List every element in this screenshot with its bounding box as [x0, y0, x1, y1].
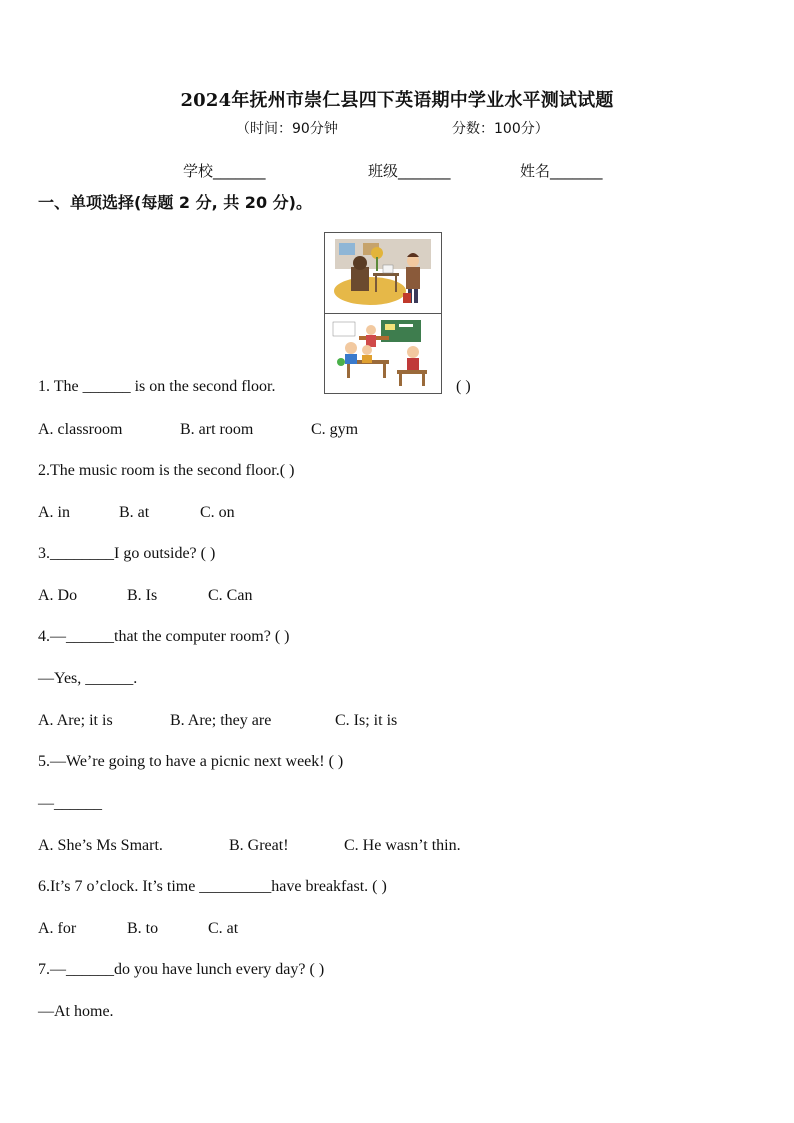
question-3-option-c: C. Can: [208, 587, 253, 604]
question-6-option-c: C. at: [208, 920, 239, 937]
question-5-option-a: A. She’s Ms Smart.: [38, 837, 163, 854]
question-1-answer-paren: ( ): [456, 378, 471, 395]
question-5-reply: —______: [38, 795, 102, 812]
question-4-option-a: A. Are; it is: [38, 712, 113, 729]
question-1-picture: [324, 232, 442, 394]
art-room-illustration: [325, 233, 441, 314]
question-5-option-b: B. Great!: [229, 837, 289, 854]
question-2-option-c: C. on: [200, 504, 235, 521]
question-2-stem: 2.The music room is the second floor.( ): [38, 462, 295, 479]
question-4-reply: —Yes, ______.: [38, 670, 138, 687]
question-4-option-c: C. Is; it is: [335, 712, 398, 729]
question-4-option-b: B. Are; they are: [170, 712, 272, 729]
question-5-option-c: C. He wasn’t thin.: [344, 837, 461, 854]
question-1-option-c: C. gym: [311, 421, 359, 438]
page-title: 2024年抚州市崇仁县四下英语期中学业水平测试试题: [180, 90, 614, 111]
question-1-stem: 1. The ______ is on the second floor.: [38, 378, 276, 395]
art-room-image: [325, 233, 441, 313]
question-6-stem: 6.It’s 7 o’clock. It’s time _________have breakfast. ( ): [38, 878, 387, 895]
question-1-option-a: A. classroom: [38, 421, 123, 438]
question-4-stem: 4.—______that the computer room? ( ): [38, 628, 290, 645]
school-field: 学校_______: [183, 162, 266, 180]
classroom-image: [325, 314, 441, 392]
exam-time: （时间：90分钟: [236, 121, 338, 137]
classroom-illustration: [325, 314, 441, 394]
question-2-option-b: B. at: [119, 504, 150, 521]
question-7-reply: —At home.: [38, 1003, 114, 1020]
question-6-option-a: A. for: [38, 920, 77, 937]
question-3-option-a: A. Do: [38, 587, 78, 604]
exam-score: 分数：100分）: [452, 121, 549, 137]
question-3-stem: 3.________I go outside? ( ): [38, 545, 216, 562]
question-6-option-b: B. to: [127, 920, 159, 937]
question-5-stem: 5.—We’re going to have a picnic next week! ( ): [38, 753, 344, 770]
question-2-option-a: A. in: [38, 504, 70, 521]
question-7-stem: 7.—______do you have lunch every day? ( ): [38, 961, 325, 978]
name-field: 姓名_______: [520, 162, 603, 180]
class-field: 班级_______: [368, 162, 451, 180]
question-3-option-b: B. Is: [127, 587, 158, 604]
section-title: 一、单项选择(每题 2 分, 共 20 分)。: [38, 193, 312, 212]
question-1-option-b: B. art room: [180, 421, 254, 438]
